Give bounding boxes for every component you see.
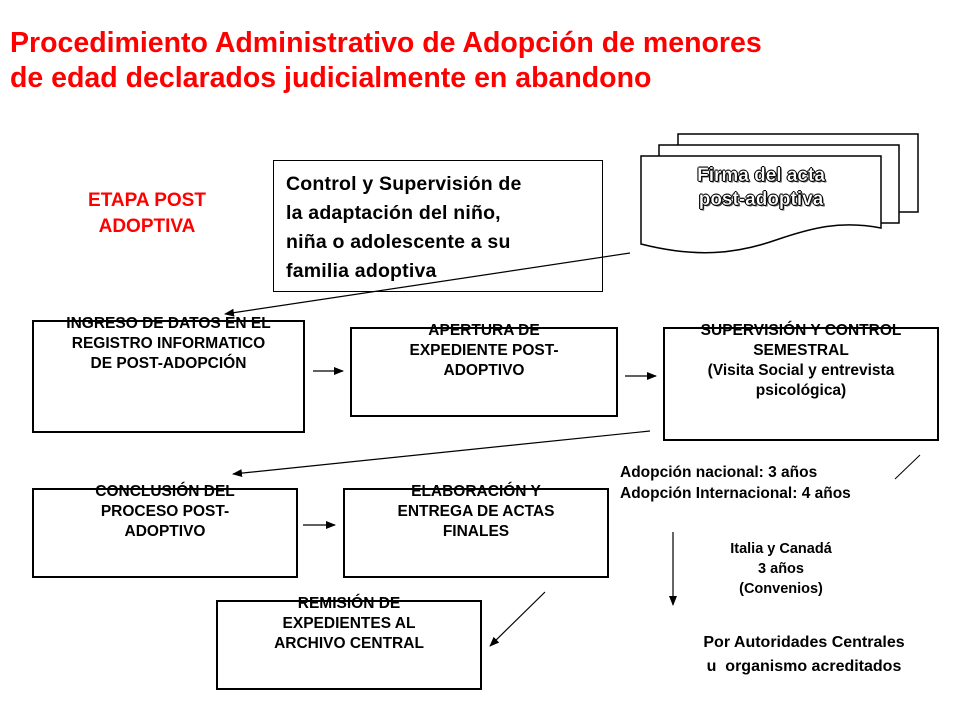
stage-label-line-2: ADOPTIVA xyxy=(98,216,196,237)
step-ingreso-line-3: DE POST-ADOPCIÓN xyxy=(90,355,247,372)
step-remision-line-2: EXPEDIENTES AL xyxy=(282,615,416,632)
note-autoridades-line-2: u organismo acreditados xyxy=(706,658,902,675)
control-line-1: Control y Supervisión de xyxy=(286,173,522,195)
step-remision-line-3: ARCHIVO CENTRAL xyxy=(274,635,424,652)
title-line-1: Procedimiento Administrativo de Adopción de menores xyxy=(10,27,762,59)
title-line-2: de edad declarados judicialmente en abandono xyxy=(10,62,652,94)
arrow-supervision-to-conclusion xyxy=(233,431,650,474)
step-apertura-line-1: APERTURA DE xyxy=(428,322,540,339)
step-apertura-line-3: ADOPTIVO xyxy=(443,362,525,379)
note-adopcion-internacional: Adopción Internacional: 4 años xyxy=(620,485,851,502)
diagonal-tick xyxy=(895,455,920,479)
control-line-3: niña o adolescente a su xyxy=(286,231,511,253)
control-line-4: familia adoptiva xyxy=(286,260,437,282)
step-conclusion-line-3: ADOPTIVO xyxy=(124,523,206,540)
step-conclusion-line-2: PROCESO POST- xyxy=(100,503,230,520)
step-remision-line-1: REMISIÓN DE xyxy=(297,595,401,612)
step-conclusion-line-1: CONCLUSIÓN DEL xyxy=(95,483,235,500)
document-title-line-1: Firma del acta xyxy=(697,165,825,186)
document-title-line-2: post-adoptiva xyxy=(698,189,824,210)
step-supervision-line-2: SEMESTRAL xyxy=(753,342,849,359)
control-line-2: la adaptación del niño, xyxy=(286,202,501,224)
step-supervision-line-3: (Visita Social y entrevista xyxy=(707,362,895,379)
note-adopcion-nacional: Adopción nacional: 3 años xyxy=(620,464,818,481)
step-elaboracion-line-1: ELABORACIÓN Y xyxy=(411,483,541,500)
step-ingreso-line-2: REGISTRO INFORMATICO xyxy=(71,335,266,352)
step-ingreso-line-1: INGRESO DE DATOS EN EL xyxy=(66,315,271,332)
note-convenios-line-3: (Convenios) xyxy=(739,581,823,597)
step-elaboracion-line-2: ENTREGA DE ACTAS xyxy=(397,503,555,520)
stage-label-line-1: ETAPA POST xyxy=(88,190,206,211)
arrow-doc-to-ingreso xyxy=(225,253,630,314)
step-apertura-line-2: EXPEDIENTE POST- xyxy=(409,342,559,359)
note-convenios-line-1: Italia y Canadá xyxy=(730,541,832,557)
note-convenios-line-2: 3 años xyxy=(758,561,804,577)
step-elaboracion-line-3: FINALES xyxy=(442,523,510,540)
step-supervision-line-4: psicológica) xyxy=(755,382,847,399)
step-supervision-line-1: SUPERVISIÓN Y CONTROL xyxy=(700,322,902,339)
arrow-elaboracion-to-remision xyxy=(490,592,545,646)
note-autoridades-line-1: Por Autoridades Centrales xyxy=(703,634,905,651)
